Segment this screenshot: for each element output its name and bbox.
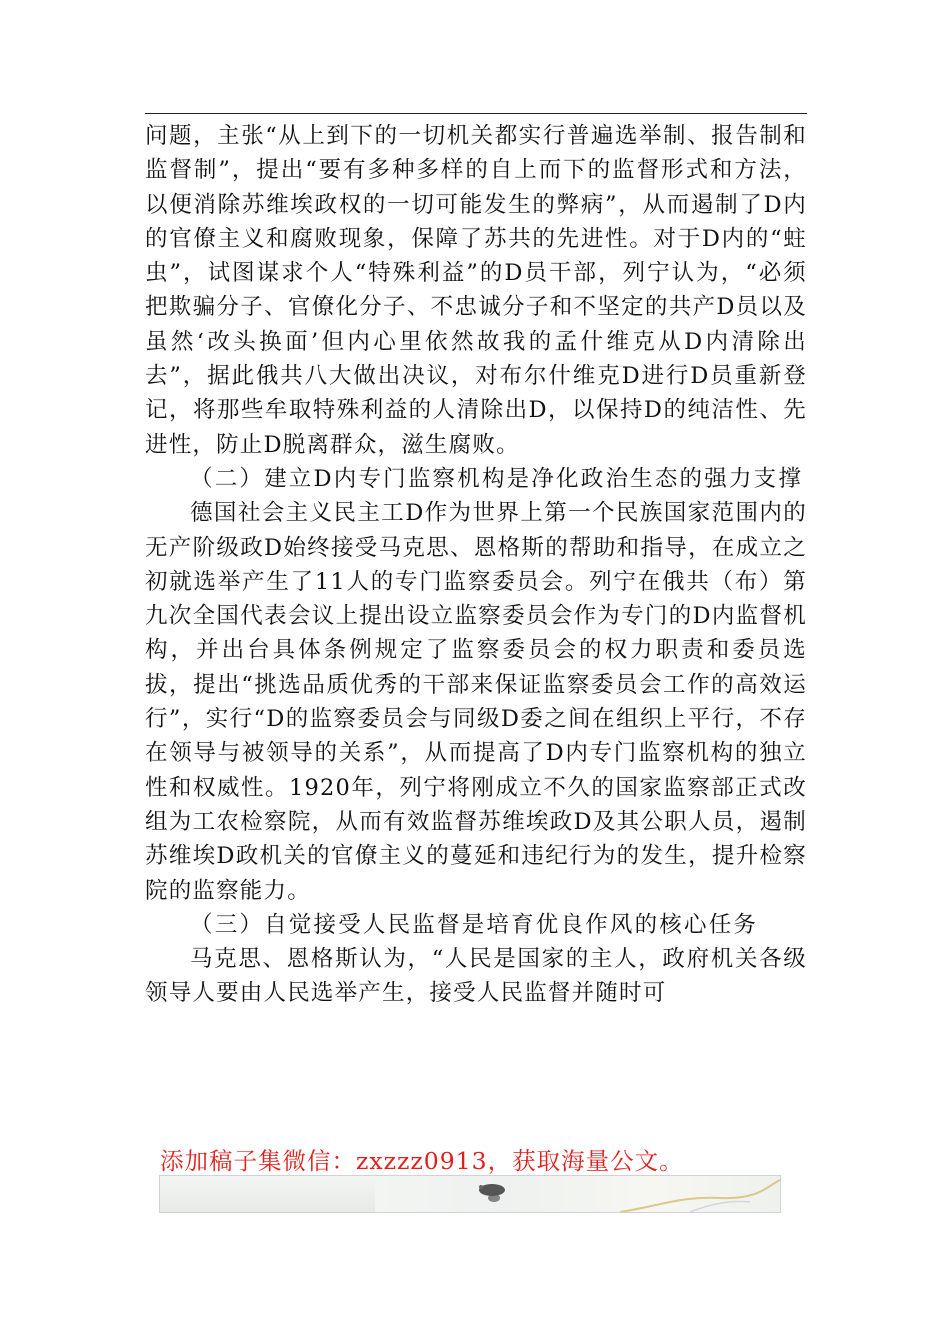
wechat-ad-text: 添加稿子集微信：zxzzz0913，获取海量公文。 bbox=[160, 1147, 684, 1175]
decorative-banner-image bbox=[159, 1175, 781, 1213]
ink-blot-icon bbox=[472, 1178, 512, 1208]
paragraph-3: 马克思、恩格斯认为，“人民是国家的主人，政府机关各级领导人要由人民选举产生，接受人民监督并随时可 bbox=[145, 946, 807, 1007]
paragraph-2: 德国社会主义民主工D作为世界上第一个民族国家范围内的无产阶级政D始终接受马克思、恩格斯的帮助和指导，在成立之初就选举产生了11人的专门监察委员会。列宁在俄共（布）第九次全国代表会议上提出设立监察委员会作为专门的D内监督机构，并出台具体条例规定了监察委员会的权力职责和委员选拔，提出“挑选品质优秀的干部来保证监察委员会工作的高效运行”，实行“D的监察委员会与同级D委之间在组织上平行，不存在领导与被领导的关系”，从而提高了D内专门监察机构的独立性和权威性。1920年，列宁将刚成立不久的国家监察部正式改组为工农检察院，从而有效监督苏维埃政D及其公职人员，遏制苏维埃D政机关的官僚主义的蔓延和违纪行为的发生，提升检察院的监察能力。 bbox=[145, 500, 807, 904]
section-heading-3: （三）自觉接受人民监督是培育优良作风的核心任务 bbox=[190, 911, 759, 938]
banner-left-block bbox=[160, 1176, 375, 1212]
paragraph-continuation: 问题，主张“从上到下的一切机关都实行普遍选举制、报告制和监督制”，提出“要有多种多样的自上而下的监督形式和方法，以便消除苏维埃政权的一切可能发生的弊病”，从而遏制了D内的官僚主义和腐败现象，保障了苏共的先进性。对于D内的“蛀虫”，试图谋求个人“特殊利益”的D员干部，列宁认为，“必须把欺骗分子、官僚化分子、不忠诚分子和不坚定的共产D员以及虽然‘改头换面’但内心里依然故我的孟什维克从D内清除出去”，据此俄共八大做出决议，对布尔什维克D进行D员重新登记，将那些牟取特殊利益的人清除出D，以保持D的纯洁性、先进性，防止D脱离群众，滋生腐败。 bbox=[145, 123, 807, 458]
section-heading-2: （二）建立D内专门监察机构是净化政治生态的强力支撑 bbox=[190, 465, 804, 492]
decorative-curve-icon bbox=[600, 1176, 780, 1212]
header-rule bbox=[145, 113, 807, 114]
body-text bbox=[145, 119, 807, 1011]
